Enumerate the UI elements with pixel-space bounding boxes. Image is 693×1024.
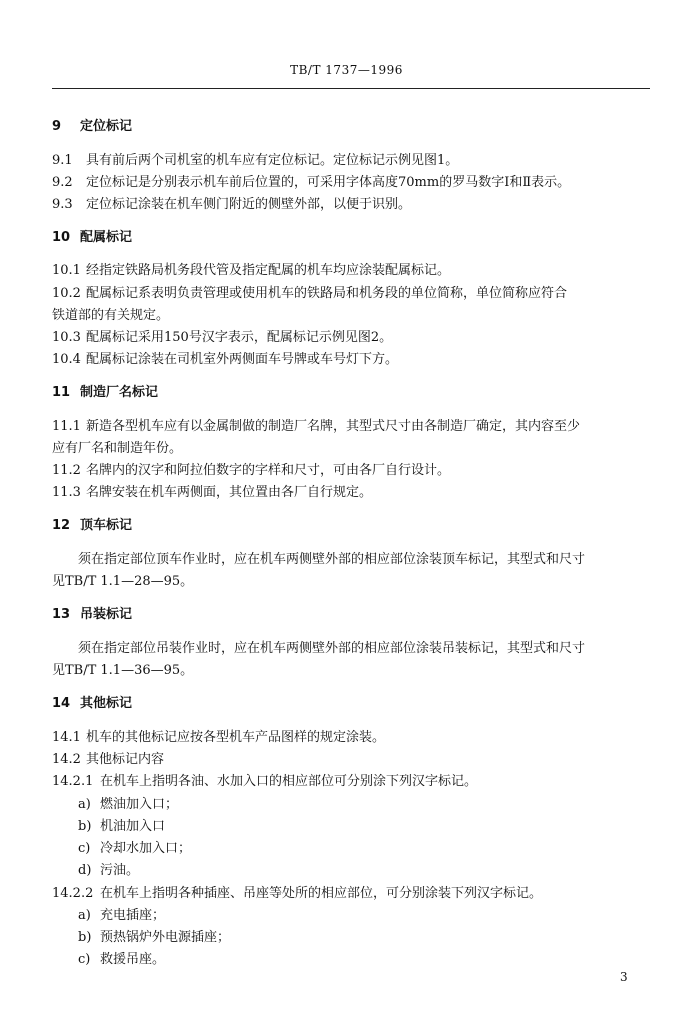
paragraph-line: [78, 637, 585, 656]
clause-text: 其他标记内容: [86, 752, 165, 767]
clause-text: 定位标记涂装在机车侧门附近的侧壁外部，以便于识别。: [86, 197, 412, 212]
clause-text: 冷却水加入口；: [100, 841, 192, 856]
paragraph-line: [52, 882, 542, 901]
paragraph-line: [52, 326, 392, 345]
clause-text: 经指定铁路局机务段代管及指定配属的机车均应涂装配属标记。: [86, 263, 451, 278]
clause-number: 9.2: [52, 175, 73, 190]
clause-text: 定位标记: [80, 119, 133, 134]
paragraph-line: [52, 459, 450, 478]
clause-text: 配属标记采用150号汉字表示，配属标记示例见图2。: [86, 330, 393, 345]
clause-text: 救援吊座。: [100, 952, 166, 967]
clause-number: 14.1: [52, 730, 81, 745]
paragraph-line: [52, 304, 169, 323]
clause-text: 新造各型机车应有以金属制做的制造厂名牌，其型式尺寸由各制造厂确定，其内容至少: [86, 419, 581, 434]
clause-text: 配属标记系表明负责管理或使用机车的铁路局和机务段的单位简称，单位简称应符合: [86, 286, 568, 301]
clause-number: 10: [52, 230, 71, 245]
clause-number: 9.1: [52, 153, 73, 168]
clause-number: 10.3: [52, 330, 81, 345]
clause-number: b): [78, 819, 92, 834]
clause-text: 具有前后两个司机室的机车应有定位标记。定位标记示例见图1。: [86, 153, 459, 168]
clause-number: 9: [52, 119, 62, 134]
clause-number: 14.2: [52, 752, 81, 767]
clause-text: 名牌内的汉字和阿拉伯数字的字样和尺寸，可由各厂自行设计。: [86, 463, 451, 478]
list-item: [78, 926, 230, 945]
document-header: TB/T 1737—1996: [290, 63, 403, 77]
clause-text: 其他标记: [80, 696, 133, 711]
section-heading: [52, 381, 158, 400]
section-heading: [52, 226, 132, 245]
paragraph-line: [52, 415, 580, 434]
paragraph-line: [52, 481, 372, 500]
paragraph-line: [52, 437, 182, 456]
clause-number: 10.1: [52, 263, 81, 278]
clause-number: 11.2: [52, 463, 81, 478]
list-item: [78, 815, 165, 834]
paragraph-line: [52, 348, 398, 367]
paragraph-line: [52, 149, 458, 168]
list-item: [78, 904, 165, 923]
clause-number: 11.1: [52, 419, 81, 434]
paragraph-line: [52, 659, 193, 678]
paragraph-line: [78, 548, 585, 567]
clause-number: c): [78, 952, 91, 967]
section-heading: [52, 603, 132, 622]
paragraph-line: [52, 259, 450, 278]
clause-text: 制造厂名标记: [80, 385, 159, 400]
paragraph-line: [52, 726, 385, 745]
list-item: [78, 793, 178, 812]
clause-text: 见TB/T 1.1—36—95。: [52, 663, 194, 678]
clause-number: 9.3: [52, 197, 73, 212]
clause-number: 10.4: [52, 352, 81, 367]
clause-text: 名牌安装在机车两侧面，其位置由各厂自行规定。: [86, 485, 373, 500]
clause-number: 13: [52, 607, 71, 622]
paragraph-line: [52, 570, 193, 589]
clause-text: 燃油加入口；: [100, 797, 179, 812]
list-item: [78, 859, 139, 878]
clause-text: 铁道部的有关规定。: [52, 308, 170, 323]
list-item: [78, 948, 165, 967]
clause-text: 须在指定部位顶车作业时，应在机车两侧壁外部的相应部位涂装顶车标记，其型式和尺寸: [78, 552, 586, 567]
clause-number: 14.2.2: [52, 886, 94, 901]
clause-text: 配属标记涂装在司机室外两侧面车号牌或车号灯下方。: [86, 352, 399, 367]
clause-text: 污油。: [100, 863, 140, 878]
clause-text: 配属标记: [80, 230, 133, 245]
clause-text: 机车的其他标记应按各型机车产品图样的规定涂装。: [86, 730, 386, 745]
clause-text: 吊装标记: [80, 607, 133, 622]
clause-text: 见TB/T 1.1—28—95。: [52, 574, 194, 589]
clause-text: 充电插座；: [100, 908, 166, 923]
clause-number: 12: [52, 518, 71, 533]
clause-text: 顶车标记: [80, 518, 133, 533]
paragraph-line: [52, 282, 567, 301]
clause-number: d): [78, 863, 92, 878]
clause-text: 应有厂名和制造年份。: [52, 441, 183, 456]
paragraph-line: [52, 171, 570, 190]
paragraph-line: [52, 748, 164, 767]
clause-number: 10.2: [52, 286, 81, 301]
clause-text: 定位标记是分别表示机车前后位置的，可采用字体高度70mm的罗马数字Ⅰ和Ⅱ表示。: [86, 175, 571, 190]
list-item: [78, 837, 191, 856]
paragraph-line: [52, 770, 477, 789]
clause-number: b): [78, 930, 92, 945]
paragraph-line: [52, 193, 411, 212]
section-heading: [52, 692, 132, 711]
section-heading: [52, 115, 132, 134]
clause-number: 14: [52, 696, 71, 711]
clause-number: c): [78, 841, 91, 856]
clause-number: 14.2.1: [52, 774, 94, 789]
section-heading: [52, 514, 132, 533]
page-number: 3: [620, 970, 628, 984]
clause-number: 11: [52, 385, 71, 400]
clause-text: 在机车上指明各种插座、吊座等处所的相应部位，可分别涂装下列汉字标记。: [100, 886, 543, 901]
clause-text: 在机车上指明各油、水加入口的相应部位可分别涂下列汉字标记。: [100, 774, 478, 789]
clause-text: 须在指定部位吊装作业时，应在机车两侧壁外部的相应部位涂装吊装标记，其型式和尺寸: [78, 641, 586, 656]
clause-text: 预热锅炉外电源插座；: [100, 930, 231, 945]
clause-number: 11.3: [52, 485, 81, 500]
clause-number: a): [78, 908, 91, 923]
header-rule: [52, 88, 650, 89]
clause-text: 机油加入口: [100, 819, 166, 834]
clause-number: a): [78, 797, 91, 812]
